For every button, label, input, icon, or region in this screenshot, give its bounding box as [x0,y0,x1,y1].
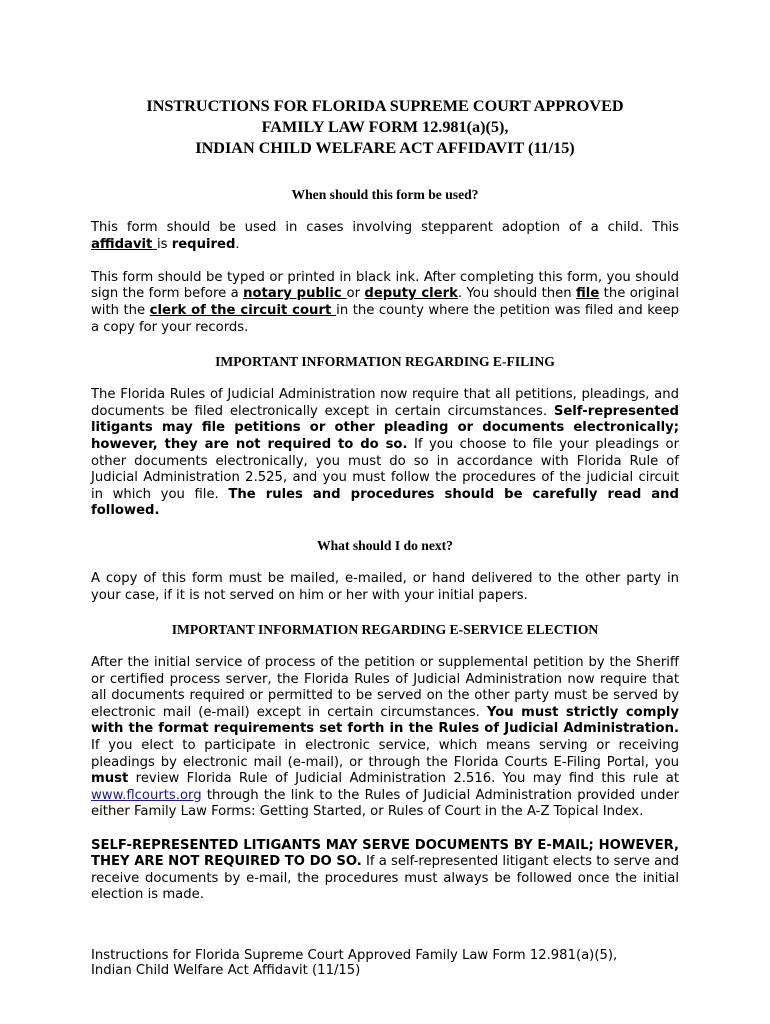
paragraph-what-next: A copy of this form must be mailed, e-mailed, or hand delivered to the other party in your case, if it is not served on him or her with your initial papers. [91,570,679,603]
heading-what-next: What should I do next? [317,537,453,553]
footer-line-1: Instructions for Florida Supreme Court Approved Family Law Form 12.981(a)(5), [91,948,618,963]
text-run: This form should be used in cases involving stepparent adoption of a child. This [91,220,679,235]
bold-statement: SELF-REPRESENTED LITIGANTS MAY SERVE DOCUMENTS BY E-MAIL; HOWEVER, THEY ARE NOT REQUIRED TO DO SO. [91,837,679,870]
deputy-clerk-term: deputy clerk [364,286,458,302]
must-term: must [91,771,129,787]
title-line-1: INSTRUCTIONS FOR FLORIDA SUPREME COURT APPROVED [146,97,624,115]
text-run: . [235,236,240,252]
text-run: This form should be typed or printed in black ink. After completing this form, you should sign the form before a [91,269,679,302]
paragraph-form-completion [91,270,679,336]
text-run: The Florida Rules of Judicial Administration now require that all petitions, pleadings, and documents be filed electronically except in certain circumstances. [91,387,679,419]
title-line-3: INDIAN CHILD WELFARE ACT AFFIDAVIT (11/15) [195,139,575,157]
text-run: the original with the [91,286,679,318]
clerk-term: clerk of the circuit court [149,302,337,318]
text-run: through the link to the Rules of Judicial Administration provided under either Family Law Forms: Getting Started, or Rules of Court in the A-Z Topical Index. [91,787,679,820]
heading-e-filing: IMPORTANT INFORMATION REGARDING E-FILING [215,354,555,370]
text-run: or [346,286,365,302]
flcourts-link[interactable]: www.flcourts.org [91,787,202,803]
heading-e-service: IMPORTANT INFORMATION REGARDING E-SERVICE ELECTION [171,622,599,638]
text-run: If you elect to participate in electronic service, which means serving or receiving pleadings by electronic mail (e-mail), or through the Florida Courts E-Filing Portal, you [91,738,679,770]
bold-statement: The rules and procedures should be carefully read and followed. [91,486,679,519]
heading-when-used: When should this form be used? [291,187,479,202]
bold-statement: You must strictly comply with the format requirements set forth in the Rules of Judicial Administration. [91,704,679,737]
file-term: file [576,286,600,302]
text-run: is [156,236,172,252]
text-run: . You should then [457,286,577,302]
paragraph-e-service [91,655,679,821]
text-run: If a self-represented litigant elects to serve and receive documents by e-mail, the procedures must always be followed once the initial election is made. [91,854,679,903]
page-footer [91,948,691,978]
notary-public-term: notary public [243,286,347,302]
paragraph-self-represented [91,838,679,904]
paragraph-e-filing [91,387,679,520]
text-run: After the initial service of process of the petition or supplemental petition by the Sheriff or certified process server, the Florida Rules of Judicial Administration now require that all documents required or permitted to be served on the other party must be served by electronic mail (e-mail) except in certain circumstances. [91,655,679,720]
document-page [91,96,679,904]
text-run: If you choose to file your pleadings or other documents electronically, you must do so in accordance with Florida Rule of Judicial Administration 2.525, and you must follow the procedures of the judicial circuit in which you file. [91,436,679,502]
bold-statement: Self-represented litigants may file petitions or other pleading or documents electronically; however, they are not required to do so. [91,403,679,452]
text-run: in the county where the petition was filed and keep a copy for your records. [91,302,679,335]
document-title [71,96,699,159]
required-term: required [171,236,236,252]
title-line-2: FAMILY LAW FORM 12.981(a)(5), [261,118,509,136]
paragraph-form-use [91,220,679,253]
footer-line-2: Indian Child Welfare Act Affidavit (11/15) [91,963,361,978]
affidavit-term: affidavit [91,236,157,252]
text-run: review Florida Rule of Judicial Administration 2.516. You may find this rule at [128,771,679,787]
